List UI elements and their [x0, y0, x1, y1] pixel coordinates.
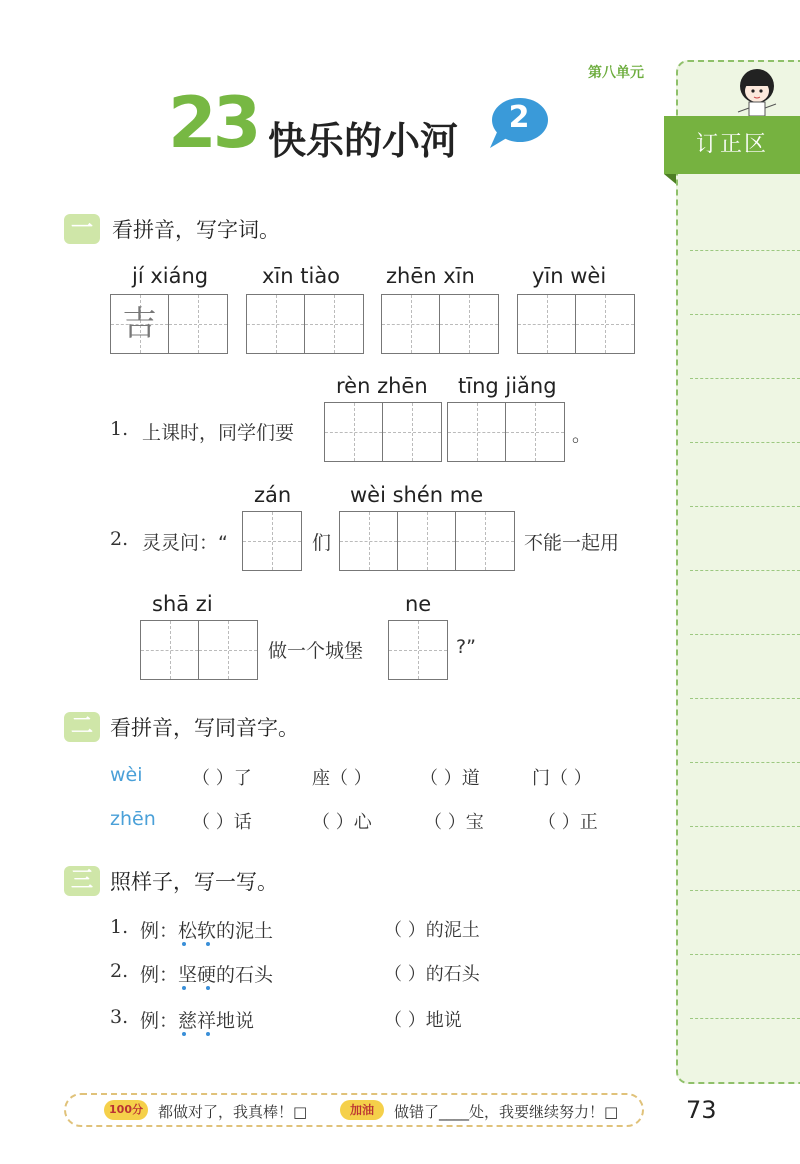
emphasis-dot — [182, 986, 186, 990]
example-text: 例：松软的泥土 — [140, 920, 274, 942]
question-text: 灵灵问：“ — [142, 532, 228, 554]
panel-line — [690, 890, 800, 891]
example-text: 例：坚硬的石头 — [140, 964, 274, 986]
panel-line — [690, 1018, 800, 1019]
answer-blank[interactable]: （ ）宝 — [424, 812, 484, 833]
pinyin: shā zi — [152, 592, 213, 616]
answer-blank[interactable]: （ ）话 — [192, 812, 252, 833]
emphasis-dot — [206, 942, 210, 946]
section-title: 看拼音，写字词。 — [112, 218, 280, 242]
panel-line — [690, 250, 800, 251]
answer-blank[interactable]: （ ）道 — [420, 768, 480, 789]
bubble-number: 2 — [508, 100, 530, 135]
question-number: 2. — [110, 960, 129, 982]
pinyin: zhēn xīn — [386, 264, 475, 288]
pinyin: jí xiáng — [132, 264, 209, 288]
answer-blank[interactable]: 门（ ） — [532, 768, 592, 789]
answer-blank[interactable]: （ ）的泥土 — [384, 920, 480, 941]
panel-line — [690, 570, 800, 571]
pinyin: xīn tiào — [262, 264, 341, 288]
emphasis-dot — [182, 1032, 186, 1036]
panel-line — [690, 506, 800, 507]
unit-label: 第八单元 — [588, 65, 644, 81]
pinyin: zán — [254, 483, 292, 507]
pinyin: yīn wèi — [532, 264, 607, 288]
question-number: 3. — [110, 1006, 129, 1028]
panel-line — [690, 698, 800, 699]
answer-blank[interactable]: （ ）的石头 — [384, 964, 480, 985]
section-title: 看拼音，写同音字。 — [110, 716, 299, 740]
writing-grid[interactable] — [447, 402, 565, 462]
emphasis-dot — [206, 986, 210, 990]
writing-grid[interactable] — [339, 511, 515, 571]
question-number: 1. — [110, 916, 129, 938]
writing-grid[interactable] — [110, 294, 228, 354]
question-text: 做一个城堡 — [268, 640, 364, 662]
panel-line — [690, 762, 800, 763]
pinyin: tīng jiǎng — [458, 374, 557, 398]
footer-text[interactable]: 做错了____处，我要继续努力！□ — [394, 1103, 619, 1121]
pinyin: rèn zhēn — [336, 374, 428, 398]
answer-blank[interactable]: （ ）地说 — [384, 1010, 462, 1031]
panel-line — [690, 634, 800, 635]
girl-illustration — [728, 64, 786, 120]
pinyin: wèi shén me — [350, 483, 484, 507]
pinyin-prompt: wèi — [110, 764, 143, 786]
emphasis-dot — [206, 1032, 210, 1036]
writing-grid[interactable] — [246, 294, 364, 354]
cheer-badge: 加油 — [340, 1100, 384, 1120]
score-badge: 100分 — [104, 1100, 148, 1120]
question-text: 不能一起用 — [524, 532, 620, 554]
lesson-title: 快乐的小河 — [268, 119, 459, 163]
panel-line — [690, 954, 800, 955]
punctuation: 。 — [572, 424, 592, 446]
page-number: 73 — [686, 1096, 717, 1124]
tab-fold — [664, 174, 676, 184]
section-badge: 二 — [64, 712, 100, 742]
writing-grid[interactable] — [517, 294, 635, 354]
writing-grid[interactable] — [242, 511, 302, 571]
panel-line — [690, 826, 800, 827]
question-text: 上课时，同学们要 — [142, 422, 295, 444]
answer-blank[interactable]: （ ）正 — [538, 812, 598, 833]
panel-line — [690, 314, 800, 315]
question-number: 2. — [110, 528, 129, 550]
punctuation: ?” — [456, 636, 476, 658]
question-text: 们 — [312, 532, 332, 554]
writing-grid[interactable] — [324, 402, 442, 462]
grid-char: 吉 — [122, 304, 157, 344]
answer-blank[interactable]: 座（ ） — [312, 768, 372, 789]
panel-line — [690, 442, 800, 443]
pinyin-prompt: zhēn — [110, 808, 156, 830]
footer-text[interactable]: 都做对了，我真棒！□ — [158, 1103, 308, 1121]
answer-blank[interactable]: （ ）心 — [312, 812, 372, 833]
correction-area-tab: 订正区 — [664, 116, 800, 174]
lesson-number: 23 — [168, 82, 258, 164]
writing-grid[interactable] — [140, 620, 258, 680]
section-badge: 一 — [64, 214, 100, 244]
question-number: 1. — [110, 418, 129, 440]
section-title: 照样子，写一写。 — [110, 870, 278, 894]
answer-blank[interactable]: （ ）了 — [192, 768, 252, 789]
writing-grid[interactable] — [388, 620, 448, 680]
panel-line — [690, 378, 800, 379]
emphasis-dot — [182, 942, 186, 946]
example-text: 例：慈祥地说 — [140, 1010, 255, 1032]
section-badge: 三 — [64, 866, 100, 896]
writing-grid[interactable] — [381, 294, 499, 354]
correction-panel — [676, 60, 800, 1084]
pinyin: ne — [405, 592, 432, 616]
